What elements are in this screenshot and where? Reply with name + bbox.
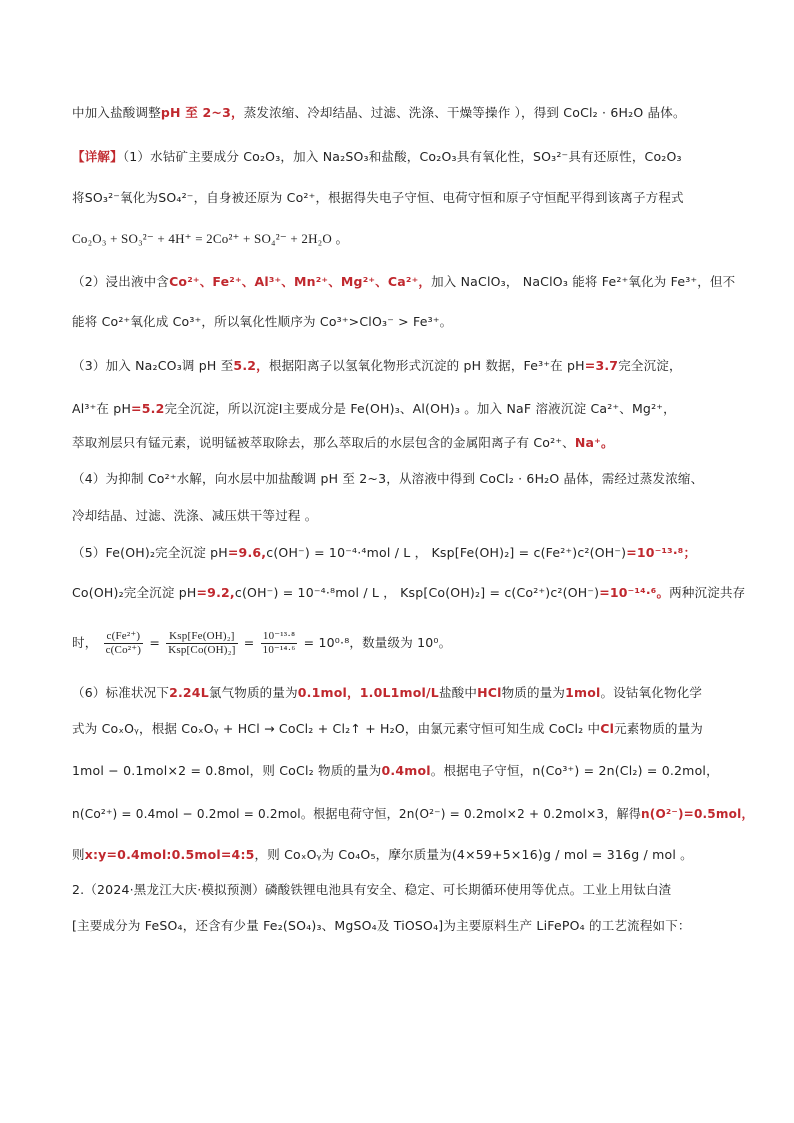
text: 盐酸中	[438, 685, 478, 700]
text-line-17	[72, 762, 719, 780]
highlight: =10⁻¹⁴·⁶。	[599, 585, 670, 600]
highlight: Na⁺。	[574, 435, 614, 450]
highlight: ，	[741, 806, 754, 821]
text: 根据阳离子以氢氧化物形式沉淀的 pH 数据，Fe³⁺在 pH	[268, 358, 585, 373]
text: （6）标准状况下	[72, 685, 170, 700]
text-line-15	[72, 684, 702, 702]
equation: Co₂O₃ + SO₃²⁻ + 4H⁺ = 2Co²⁺ + SO₄²⁻ + 2H₂O 。	[72, 231, 349, 246]
text-line-18	[72, 805, 754, 823]
highlight: HCl	[477, 685, 502, 700]
text: 冷却结晶、过滤、洗涤、减压烘干等过程 。	[72, 508, 318, 523]
equation-line	[72, 230, 349, 248]
text: 完全沉淀，所以沉淀Ⅰ主要成分是 Fe(OH)₃、Al(OH)₃ 。加入 NaF 溶液沉淀 Ca²⁺、Mg²⁺，	[164, 401, 676, 416]
highlight: n(O²⁻)=0.5mol	[640, 806, 742, 821]
highlight: 5.2，	[233, 358, 269, 373]
formula: c(OH⁻) = 10⁻⁴·⁸mol / L ， Ksp[Co(OH)₂] = c(Co²⁺)c²(OH⁻)	[234, 585, 600, 600]
highlight: =9.2,	[196, 585, 235, 600]
text-line-19	[72, 846, 693, 864]
text: 两种沉淀共存	[669, 585, 746, 600]
text: 中加入盐酸调整	[72, 105, 161, 120]
highlight: pH 至 2~3，	[160, 105, 244, 120]
equals-sign: =	[149, 635, 161, 650]
highlight: 1mol	[565, 685, 601, 700]
highlight: Cl	[600, 721, 615, 736]
text: n(Co²⁺) = 0.4mol − 0.2mol = 0.2mol。根据电荷守恒，2n(O²⁻) = 0.2mol×2 + 0.2mol×3，解得	[72, 806, 641, 821]
fraction-conc: $\frac{\text{c(Fe²⁺)}}{\text{c(Co²⁺)}}$	[105, 630, 142, 656]
text-line-8	[72, 400, 676, 418]
text-line-9	[72, 434, 614, 452]
text: 式为 CoₓOᵧ，根据 CoₓOᵧ + HCl → CoCl₂ + Cl₂↑ + H₂O，由氯元素守恒可知生成 CoCl₂ 中	[72, 721, 601, 736]
text-line-1	[72, 104, 686, 122]
text: 氯气物质的量为	[208, 685, 298, 700]
text: 元素物质的量为	[614, 721, 703, 736]
text: Al³⁺在 pH	[72, 401, 132, 416]
text: 。根据电子守恒，n(Co³⁺) = 2n(Cl₂) = 0.2mol，	[430, 763, 719, 778]
highlight: =10⁻¹³·⁸；	[626, 545, 697, 560]
text: 物质的量为	[501, 685, 566, 700]
text: 时，	[72, 635, 98, 650]
highlight: 0.1mol，1.0L1mol/L	[297, 685, 439, 700]
text-line-7	[72, 357, 682, 375]
text: = 10⁰·⁸，数量级为 10⁰。	[303, 635, 452, 650]
highlight: =9.6,	[227, 545, 267, 560]
text: [主要成分为 FeSO₄，还含有少量 Fe₂(SO₄)₃、MgSO₄及 TiOSO₄]为主要原料生产 LiFePO₄ 的工艺流程如下：	[72, 918, 691, 933]
text: 。设钴氧化物化学	[600, 685, 703, 700]
detail-tag: 【详解】	[72, 149, 123, 164]
text-line-2	[72, 148, 682, 166]
text: （3）加入 Na₂CO₃调 pH 至	[72, 358, 234, 373]
highlight: x:y=0.4mol:0.5mol=4:5	[84, 847, 255, 862]
text: （4）为抑制 Co²⁺水解，向水层中加盐酸调 pH 至 2~3，从溶液中得到 CoCl₂ · 6H₂O 晶体，需经过蒸发浓缩、	[72, 471, 704, 486]
text-line-10	[72, 470, 703, 488]
text: 完全沉淀，	[618, 358, 682, 373]
highlight: =3.7	[584, 358, 619, 373]
text-line-6	[72, 313, 452, 331]
text: 1mol − 0.1mol×2 = 0.8mol，则 CoCl₂ 物质的量为	[72, 763, 382, 778]
fraction-powers: $\frac{\text{10⁻¹³·⁸}}{\text{10⁻¹⁴·⁶}}$	[262, 630, 296, 656]
text-line-5	[72, 273, 735, 291]
formula: c(OH⁻) = 10⁻⁴·⁴mol / L ， Ksp[Fe(OH)₂] = c(Fe²⁺)c²(OH⁻)	[266, 545, 627, 560]
fraction-line	[72, 628, 451, 658]
text-line-11	[72, 507, 317, 525]
text: 蒸发浓缩、冷却结晶、过滤、洗涤、干燥等操作 ），得到 CoCl₂ · 6H₂O 晶体。	[243, 105, 686, 120]
fraction-ksp: $\frac{\text{Ksp[Fe(OH)₂]}}{\text{Ksp[Co(OH)₂]}}$	[168, 630, 236, 656]
highlight: =5.2	[131, 401, 165, 416]
text: Co(OH)₂完全沉淀 pH	[72, 585, 197, 600]
text: 将SO₃²⁻氧化为SO₄²⁻，自身被还原为 Co²⁺，根据得失电子守恒、电荷守恒和原子守恒配平得到该离子方程式	[72, 190, 684, 205]
text: 加入 NaClO₃， NaClO₃ 能将 Fe²⁺氧化为 Fe³⁺，但不	[431, 274, 736, 289]
text: 2.（2024·黑龙江大庆·模拟预测）磷酸铁锂电池具有安全、稳定、可长期循环使用等优点。工业上用钛白渣	[72, 882, 672, 897]
equals-sign: =	[243, 635, 255, 650]
text: 能将 Co²⁺氧化成 Co³⁺，所以氧化性顺序为 Co³⁺>ClO₃⁻ > Fe³⁺。	[72, 314, 453, 329]
question-heading	[72, 881, 671, 899]
highlight: Co²⁺、Fe²⁺、Al³⁺、Mn²⁺、Mg²⁺、Ca²⁺，	[169, 274, 432, 289]
text: 萃取剂层只有锰元素，说明锰被萃取除去，那么萃取后的水层包含的金属阳离子有 Co²⁺、	[72, 435, 575, 450]
text-line-21	[72, 917, 691, 935]
text-line-12	[72, 544, 696, 562]
text: （5）Fe(OH)₂完全沉淀 pH	[72, 545, 228, 560]
text-line-16	[72, 720, 703, 738]
highlight: 0.4mol	[381, 763, 431, 778]
text: ，则 CoₓOᵧ为 Co₄O₅，摩尔质量为(4×59+5×16)g / mol = 316g / mol 。	[254, 847, 693, 862]
text-line-3	[72, 189, 684, 207]
text-line-13	[72, 584, 745, 602]
text: （1）水钴矿主要成分 Co₂O₃，加入 Na₂SO₃和盐酸，Co₂O₃具有氧化性，SO₃²⁻具有还原性，Co₂O₃	[122, 149, 682, 164]
highlight: 2.24L	[169, 685, 209, 700]
text: （2）浸出液中含	[72, 274, 170, 289]
text: 则	[72, 847, 85, 862]
